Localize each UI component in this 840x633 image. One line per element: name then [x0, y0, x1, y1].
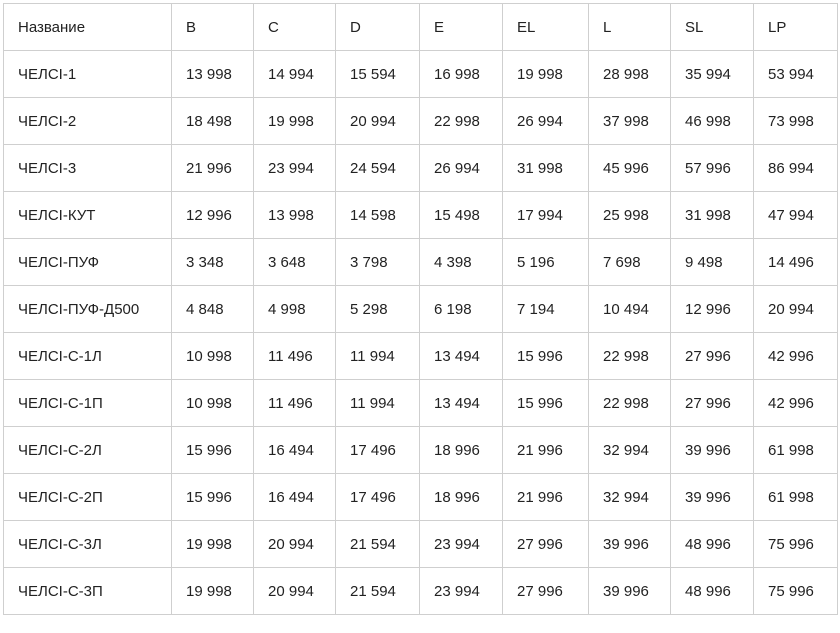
- column-header-lp: LP: [754, 4, 838, 51]
- price-cell: 53 994: [754, 51, 838, 98]
- column-header-name: Название: [4, 4, 172, 51]
- price-cell: 61 998: [754, 427, 838, 474]
- price-cell: 46 998: [671, 98, 754, 145]
- price-cell: 48 996: [671, 521, 754, 568]
- price-cell: 13 494: [420, 380, 503, 427]
- price-cell: 26 994: [503, 98, 589, 145]
- product-name-cell: ЧЕЛСІ-ПУФ: [4, 239, 172, 286]
- price-cell: 27 996: [503, 568, 589, 615]
- price-cell: 21 996: [503, 427, 589, 474]
- price-cell: 12 996: [671, 286, 754, 333]
- price-cell: 22 998: [589, 380, 671, 427]
- price-cell: 3 798: [336, 239, 420, 286]
- price-cell: 15 996: [503, 333, 589, 380]
- price-cell: 32 994: [589, 474, 671, 521]
- product-name-cell: ЧЕЛСІ-С-1Л: [4, 333, 172, 380]
- price-cell: 10 494: [589, 286, 671, 333]
- price-cell: 15 996: [172, 474, 254, 521]
- column-header-c: C: [254, 4, 336, 51]
- price-cell: 11 496: [254, 333, 336, 380]
- product-name-cell: ЧЕЛСІ-2: [4, 98, 172, 145]
- price-cell: 42 996: [754, 333, 838, 380]
- product-name-cell: ЧЕЛСІ-ПУФ-Д500: [4, 286, 172, 333]
- table-row: [4, 474, 838, 521]
- price-cell: 16 998: [420, 51, 503, 98]
- product-name-cell: ЧЕЛСІ-3: [4, 145, 172, 192]
- table-row: [4, 192, 838, 239]
- product-name-cell: ЧЕЛСІ-С-2Л: [4, 427, 172, 474]
- price-cell: 21 594: [336, 568, 420, 615]
- column-header-d: D: [336, 4, 420, 51]
- price-cell: 14 598: [336, 192, 420, 239]
- price-cell: 10 998: [172, 380, 254, 427]
- price-cell: 75 996: [754, 521, 838, 568]
- price-cell: 7 194: [503, 286, 589, 333]
- price-cell: 19 998: [172, 521, 254, 568]
- product-name-cell: ЧЕЛСІ-С-3Л: [4, 521, 172, 568]
- price-cell: 25 998: [589, 192, 671, 239]
- price-cell: 24 594: [336, 145, 420, 192]
- price-cell: 27 996: [671, 333, 754, 380]
- price-cell: 19 998: [172, 568, 254, 615]
- price-cell: 42 996: [754, 380, 838, 427]
- price-cell: 31 998: [503, 145, 589, 192]
- price-cell: 5 298: [336, 286, 420, 333]
- table-row: [4, 286, 838, 333]
- table-body: [4, 51, 838, 615]
- price-cell: 17 496: [336, 427, 420, 474]
- price-cell: 9 498: [671, 239, 754, 286]
- price-cell: 11 994: [336, 380, 420, 427]
- price-cell: 18 498: [172, 98, 254, 145]
- table-row: [4, 333, 838, 380]
- price-cell: 23 994: [420, 568, 503, 615]
- table-row: [4, 568, 838, 615]
- price-cell: 18 996: [420, 474, 503, 521]
- price-cell: 32 994: [589, 427, 671, 474]
- price-cell: 27 996: [503, 521, 589, 568]
- product-name-cell: ЧЕЛСІ-С-2П: [4, 474, 172, 521]
- price-cell: 4 998: [254, 286, 336, 333]
- price-table-container: [3, 3, 838, 615]
- price-cell: 13 998: [254, 192, 336, 239]
- price-cell: 23 994: [420, 521, 503, 568]
- price-cell: 47 994: [754, 192, 838, 239]
- table-row: [4, 98, 838, 145]
- table-header-row: [4, 4, 838, 51]
- product-name-cell: ЧЕЛСІ-С-1П: [4, 380, 172, 427]
- price-cell: 11 994: [336, 333, 420, 380]
- price-cell: 3 648: [254, 239, 336, 286]
- price-cell: 18 996: [420, 427, 503, 474]
- price-cell: 22 998: [420, 98, 503, 145]
- price-cell: 16 494: [254, 474, 336, 521]
- column-header-l: L: [589, 4, 671, 51]
- price-cell: 20 994: [336, 98, 420, 145]
- price-cell: 45 996: [589, 145, 671, 192]
- price-cell: 21 996: [503, 474, 589, 521]
- price-cell: 4 848: [172, 286, 254, 333]
- price-cell: 39 996: [589, 568, 671, 615]
- price-cell: 21 996: [172, 145, 254, 192]
- table-row: [4, 239, 838, 286]
- price-cell: 20 994: [254, 521, 336, 568]
- price-cell: 20 994: [754, 286, 838, 333]
- price-cell: 28 998: [589, 51, 671, 98]
- price-cell: 13 494: [420, 333, 503, 380]
- price-cell: 21 594: [336, 521, 420, 568]
- price-cell: 15 996: [503, 380, 589, 427]
- table-row: [4, 521, 838, 568]
- column-header-el: EL: [503, 4, 589, 51]
- price-cell: 23 994: [254, 145, 336, 192]
- column-header-sl: SL: [671, 4, 754, 51]
- table-row: [4, 380, 838, 427]
- price-cell: 19 998: [503, 51, 589, 98]
- table-row: [4, 427, 838, 474]
- price-cell: 10 998: [172, 333, 254, 380]
- price-cell: 37 998: [589, 98, 671, 145]
- price-cell: 39 996: [671, 427, 754, 474]
- price-cell: 19 998: [254, 98, 336, 145]
- product-name-cell: ЧЕЛСІ-С-3П: [4, 568, 172, 615]
- product-name-cell: ЧЕЛСІ-1: [4, 51, 172, 98]
- price-cell: 15 594: [336, 51, 420, 98]
- price-cell: 15 996: [172, 427, 254, 474]
- price-cell: 86 994: [754, 145, 838, 192]
- price-table: [3, 3, 838, 615]
- price-cell: 11 496: [254, 380, 336, 427]
- price-cell: 27 996: [671, 380, 754, 427]
- price-cell: 12 996: [172, 192, 254, 239]
- price-cell: 7 698: [589, 239, 671, 286]
- price-cell: 22 998: [589, 333, 671, 380]
- product-name-cell: ЧЕЛСІ-КУТ: [4, 192, 172, 239]
- price-cell: 73 998: [754, 98, 838, 145]
- price-cell: 31 998: [671, 192, 754, 239]
- table-row: [4, 145, 838, 192]
- price-cell: 4 398: [420, 239, 503, 286]
- column-header-b: B: [172, 4, 254, 51]
- price-cell: 57 996: [671, 145, 754, 192]
- price-cell: 14 994: [254, 51, 336, 98]
- price-cell: 14 496: [754, 239, 838, 286]
- price-cell: 16 494: [254, 427, 336, 474]
- price-cell: 5 196: [503, 239, 589, 286]
- column-header-e: E: [420, 4, 503, 51]
- price-cell: 3 348: [172, 239, 254, 286]
- table-row: [4, 51, 838, 98]
- price-cell: 13 998: [172, 51, 254, 98]
- price-cell: 75 996: [754, 568, 838, 615]
- price-cell: 15 498: [420, 192, 503, 239]
- price-cell: 26 994: [420, 145, 503, 192]
- price-cell: 35 994: [671, 51, 754, 98]
- price-cell: 39 996: [589, 521, 671, 568]
- price-cell: 61 998: [754, 474, 838, 521]
- price-cell: 17 496: [336, 474, 420, 521]
- price-cell: 20 994: [254, 568, 336, 615]
- price-cell: 48 996: [671, 568, 754, 615]
- price-cell: 17 994: [503, 192, 589, 239]
- price-cell: 39 996: [671, 474, 754, 521]
- price-cell: 6 198: [420, 286, 503, 333]
